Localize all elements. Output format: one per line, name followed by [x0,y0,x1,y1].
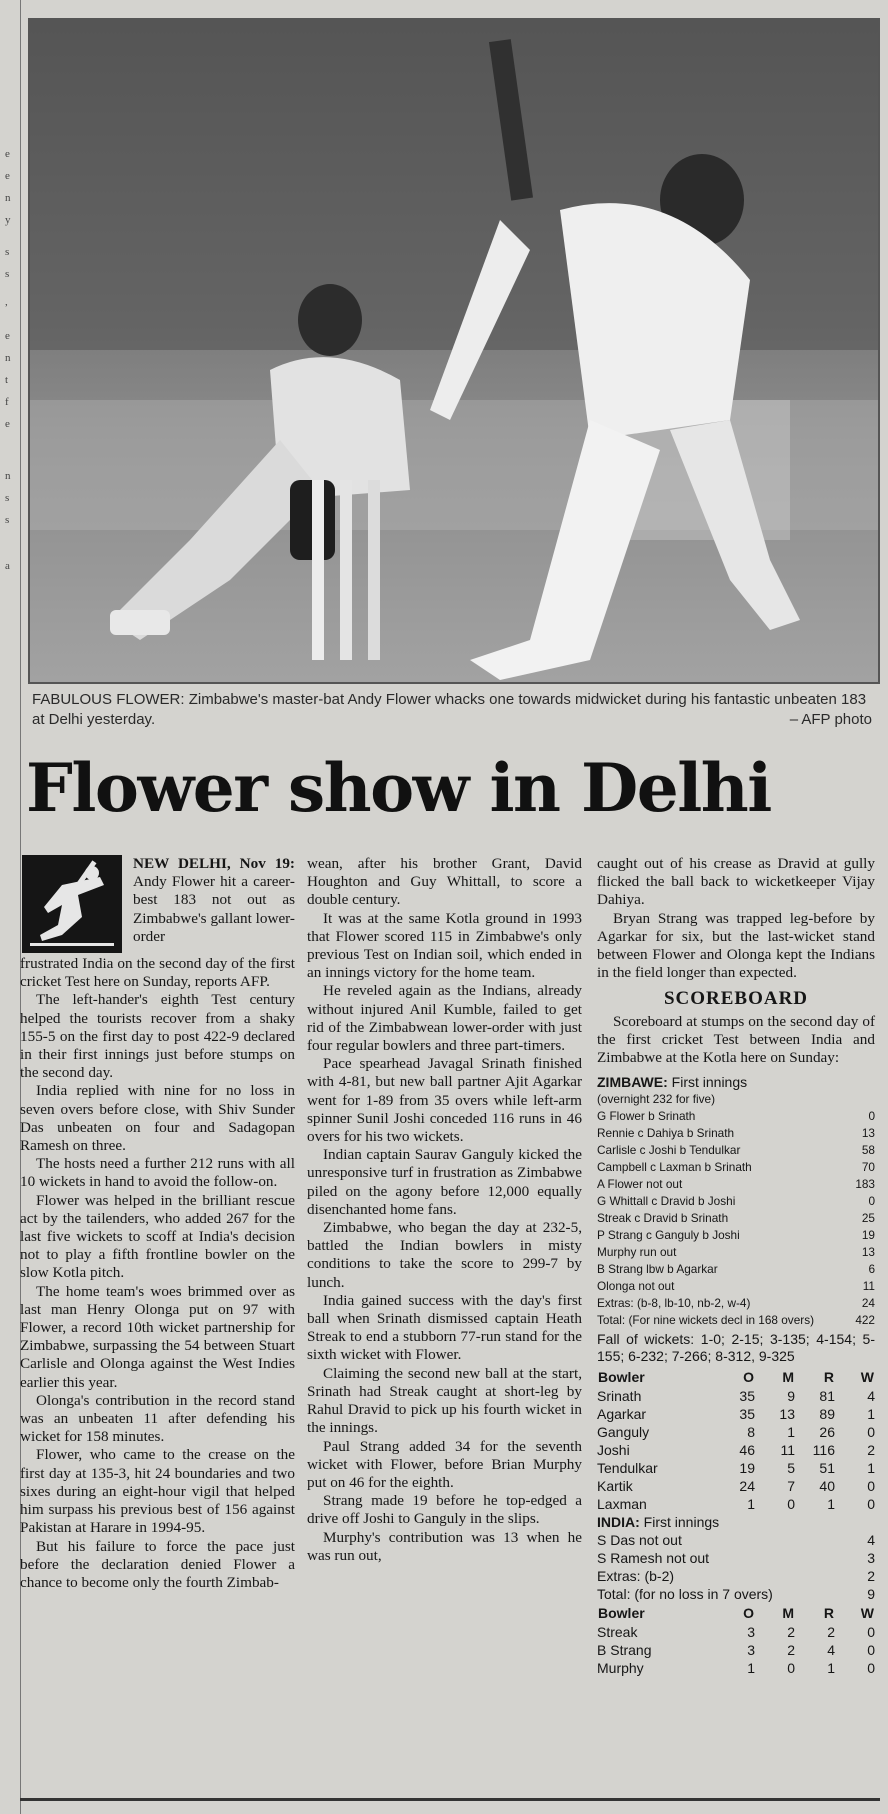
india-bowling-table [597,1367,875,1513]
article-paragraph: The home team's woes brimmed over as last man Henry Olonga put on 97 with Flower, a record 10th wicket partnership for Zimbabwe, surpassing the 54 between Stuart Carlisle and Olonga against the West Indies earlier this year. [20,1282,295,1391]
bowling-row: Srinath 35 9 81 4 [597,1388,875,1405]
fall-of-wickets: Fall of wickets: 1-0; 2-15; 3-135; 4-154; 5-155; 6-232; 7-266; 8-312, 9-325 [597,1331,875,1365]
total-row: Total: (for no loss in 7 overs) 9 [597,1586,875,1603]
batting-row: Carlisle c Joshi b Tendulkar 58 [597,1143,875,1158]
batting-row: Rennie c Dahiya b Srinath 13 [597,1126,875,1141]
batting-row: A Flower not out 183 [597,1177,875,1192]
article-paragraph: The left-hander's eighth Test century helped the tourists recover from a shaky 155-5 on the first day to post 422-9 declared in their first innings just before stumps on the second day. [20,991,295,1082]
batting-row: G Flower b Srinath 0 [597,1109,875,1124]
article-column-2 [307,855,582,1565]
india-batting-table [597,1531,875,1603]
bowling-row: Streak 3 2 2 0 [597,1624,875,1641]
batting-row: Extras: (b-8, lb-10, nb-2, w-4) 24 [597,1296,875,1311]
article-column-1 [20,855,295,1592]
article-paragraph: India gained success with the day's first ball when Srinath dismissed captain Heath Streak to end a stubborn 77-run stand for the sixth wicket with Flower. [307,1291,582,1364]
dateline: NEW DELHI, Nov 19: [133,855,295,872]
batting-row: Campbell c Laxman b Srinath 70 [597,1160,875,1175]
article-paragraph: Claiming the second new ball at the start, Srinath had Streak caught at short-leg by Rahul Dravid to pick up his fourth wicket in the innings. [307,1364,582,1437]
article-paragraph: The hosts need a further 212 runs with all 10 wickets in hand to avoid the follow-on. [20,1155,295,1191]
batting-row: B Strang lbw b Agarkar 6 [597,1262,875,1277]
bowling-header-row: Bowler O M R W [598,1605,874,1622]
article-paragraph: It was at the same Kotla ground in 1993 that Flower scored 115 in Zimbabwe's only previous Test on Indian soil, which ended in an innings victory for the home team. [307,909,582,982]
bowling-header-row: Bowler O M R W [598,1369,874,1386]
bowling-row: Laxman 1 0 1 0 [597,1496,875,1513]
batting-row: S Das not out 4 [597,1532,875,1549]
bowling-row: Kartik 24 7 40 0 [597,1478,875,1495]
bowling-row: Murphy 1 0 1 0 [597,1660,875,1677]
batting-row: Murphy run out 13 [597,1245,875,1260]
batting-row: S Ramesh not out 3 [597,1550,875,1567]
article-paragraph: Flower was helped in the brilliant rescue act by the tailenders, who added 267 for the last five wickets to scoff at India's decision not to play a fifth frontline bowler on the slow Kotla pitch. [20,1191,295,1282]
article-paragraph: Indian captain Saurav Ganguly kicked the unresponsive turf in frustration as Zimbabwe piled on the agony before 12,000 equally disenchanted home fans. [307,1146,582,1218]
article-paragraph: Bryan Strang was trapped leg-before by Agarkar for six, but the last-wicket stand between Flower and Olonga kept the Indians in the field longer than expected. [597,909,875,982]
adjacent-column-fragment: e e n y s s , e n t f e n s s a [5,148,11,572]
photo-credit: – AFP photo [789,711,872,728]
article-paragraph: Flower, who came to the crease on the first day at 135-3, hit 24 boundaries and two sixes during an eight-hour vigil that helped him surpass his previous best of 156 against Pakistan at Harare in 1994-95. [20,1446,295,1537]
zimbabwe-innings-heading: ZIMBAWE: First innings [597,1074,748,1091]
batting-row: Streak c Dravid b Srinath 25 [597,1211,875,1226]
batting-row: Olonga not out 11 [597,1279,875,1294]
article-paragraph: Murphy's contribution was 13 when he was run out, [307,1528,582,1564]
bowling-row: Agarkar 35 13 89 1 [597,1406,875,1423]
cricket-logo-icon [22,855,122,953]
caption-text: Zimbabwe's master-bat Andy Flower whacks one towards midwicket during his fantastic unbeaten 183 at Delhi yesterday. [32,691,867,728]
bowling-row: Joshi 46 11 116 2 [597,1442,875,1459]
batting-row: Extras: (b-2) 2 [597,1568,875,1585]
headline: Flower show in Delhi [26,749,771,827]
article-paragraph: Paul Strang added 34 for the seventh wicket with Flower, before Brian Murphy put on 46 for the eighth. [307,1437,582,1491]
zimbabwe-batting-table [597,1091,875,1329]
scoreboard-intro: Scoreboard at stumps on the second day of the first cricket Test between India and Zimbabwe at the Kotla here on Sunday: [597,1012,875,1067]
india-innings-heading: INDIA: First innings [597,1514,720,1531]
article-paragraph: Zimbabwe, who began the day at 232-5, battled the Indian bowlers in misty conditions to take the score to 299-7 by lunch. [307,1219,582,1291]
article-column-3 [597,855,875,1677]
bowling-row: Tendulkar 19 5 51 1 [597,1460,875,1477]
batting-row: P Strang c Ganguly b Joshi 19 [597,1228,875,1243]
lead-paragraph: Andy Flower hit a career-best 183 not out as Zimbabwe's gallant lower-order [133,873,295,945]
article-paragraph: He reveled again as the Indians, already without injured Anil Kumble, failed to get rid of the Zimbabwean lower-order with just four regular bowlers and three part-timers. [307,982,582,1055]
article-paragraph: Pace spearhead Javagal Srinath finished with 4-81, but new ball partner Ajit Agarkar went for 1-89 from 35 overs while left-arm spinner Sunil Joshi conceded 116 runs in 46 overs for his two wickets. [307,1055,582,1146]
article-paragraph: wean, after his brother Grant, David Houghton and Guy Whittall, to score a double century. [307,855,582,909]
page-bottom-rule [20,1798,880,1801]
cricket-photo-illustration [30,20,878,682]
news-photo [28,18,880,684]
article-paragraph: But his failure to force the pace just before the declaration denied Flower a chance to become only the fourth Zimbab- [20,1537,295,1591]
lead-continued: frustrated India on the second day of the first cricket Test here on Sunday, reports AFP. [20,955,295,991]
article-paragraph: Olonga's contribution in the record stand was an unbeaten 11 after defending his wicket for 158 minutes. [20,1391,295,1446]
article-paragraph: caught out of his crease as Dravid at gully flicked the ball back to wicketkeeper Vijay Dahiya. [597,855,875,909]
bowling-row: Ganguly 8 1 26 0 [597,1424,875,1441]
bowling-row: B Strang 3 2 4 0 [597,1642,875,1659]
scoreboard-title: SCOREBOARD [663,988,809,1010]
overnight-note: (overnight 232 for five) [597,1092,716,1107]
photo-caption [32,690,874,730]
article-paragraph: India replied with nine for no loss in seven overs before close, with Shiv Sunder Das unbeaten on four and Sadagopan Ramesh on three. [20,1082,295,1155]
article-paragraph: Strang made 19 before he top-edged a drive off Joshi to Ganguly in the slips. [307,1492,582,1528]
total-row: Total: (For nine wickets decl in 168 overs) 422 [597,1313,875,1328]
zimbabwe-bowling-table [597,1603,875,1677]
caption-lead: FABULOUS FLOWER: [32,691,185,708]
batting-row: G Whittall c Dravid b Joshi 0 [597,1194,875,1209]
